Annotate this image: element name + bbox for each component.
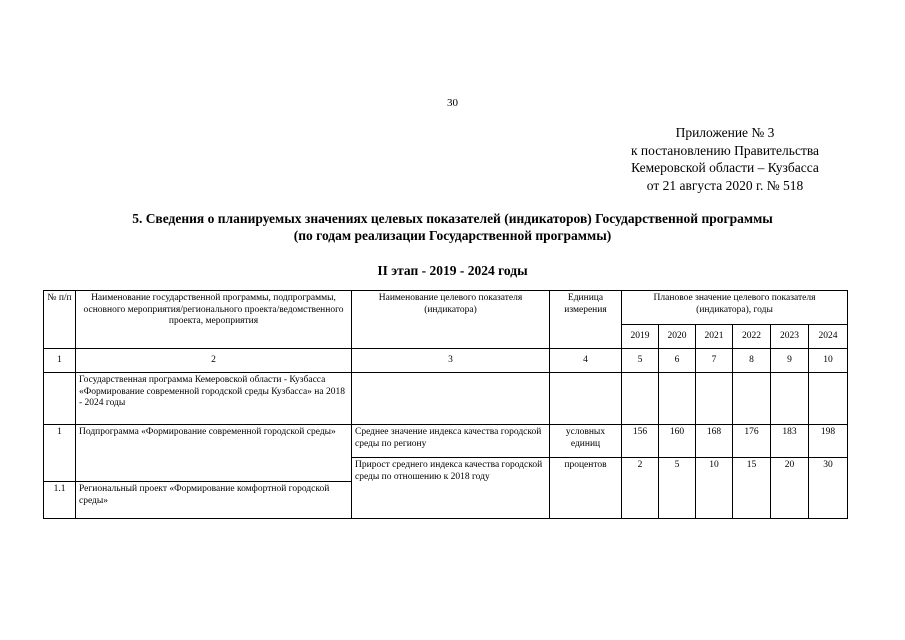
indicator-value: 2 — [622, 458, 659, 519]
indicator-value: 20 — [771, 458, 809, 519]
row-num: 1 — [44, 425, 76, 482]
appendix-line-1: Приложение № 3 — [675, 125, 775, 140]
indicator-value: 5 — [659, 458, 696, 519]
appendix-line-3: Кемеровской области – Кузбасса — [631, 160, 819, 175]
indicator-value: 10 — [696, 458, 733, 519]
column-number: 4 — [550, 349, 622, 373]
indicator-unit: процентов — [550, 458, 622, 519]
indicator-value: 160 — [659, 425, 696, 458]
column-number: 6 — [659, 349, 696, 373]
appendix-block — [560, 124, 890, 194]
column-number: 8 — [733, 349, 771, 373]
indicator-value: 198 — [809, 425, 848, 458]
indicator-value: 15 — [733, 458, 771, 519]
header-year: 2020 — [659, 325, 696, 349]
document-title — [0, 210, 905, 244]
indicator-value: 168 — [696, 425, 733, 458]
column-number: 9 — [771, 349, 809, 373]
header-indicator-name: Наименование целевого показателя (индикатора) — [352, 291, 550, 349]
header-year: 2019 — [622, 325, 659, 349]
title-line-2: (по годам реализации Государственной программы) — [293, 228, 612, 243]
title-line-1: 5. Сведения о планируемых значениях целевых показателей (индикаторов) Государственной программы — [132, 211, 773, 226]
header-planned-values: Плановое значение целевого показателя (индикатора), годы — [622, 291, 848, 325]
page-number: 30 — [447, 97, 458, 109]
row-num: 1.1 — [44, 482, 76, 519]
header-year: 2022 — [733, 325, 771, 349]
table-row-subprogram — [44, 425, 848, 458]
column-number: 7 — [696, 349, 733, 373]
row-num — [44, 373, 76, 425]
appendix-line-4: от 21 августа 2020 г. № 518 — [646, 177, 804, 193]
header-num: № п/п — [44, 291, 76, 349]
indicators-table — [43, 290, 848, 519]
column-number: 2 — [76, 349, 352, 373]
table-row-program — [44, 373, 848, 425]
column-number: 1 — [44, 349, 76, 373]
program-name: Государственная программа Кемеровской области - Кузбасса «Формирование современной городской среды Кузбасса» на 2018 - 2024 годы — [76, 373, 352, 425]
stage-heading: II этап - 2019 - 2024 годы — [377, 263, 528, 278]
column-number-row — [44, 349, 848, 373]
indicator-name: Прирост среднего индекса качества городской среды по отношению к 2018 году — [352, 458, 550, 519]
appendix-line-2: к постановлению Правительства — [630, 142, 820, 158]
indicator-unit: условных единиц — [550, 425, 622, 458]
column-number: 5 — [622, 349, 659, 373]
header-unit: Единица измерения — [550, 291, 622, 349]
indicator-value: 156 — [622, 425, 659, 458]
subprogram-name: Подпрограмма «Формирование современной городской среды» — [76, 425, 352, 482]
column-number: 10 — [809, 349, 848, 373]
indicator-value: 30 — [809, 458, 848, 519]
header-year: 2023 — [771, 325, 809, 349]
header-year: 2024 — [809, 325, 848, 349]
regional-project-name: Региональный проект «Формирование комфортной городской среды» — [76, 482, 352, 519]
header-year: 2021 — [696, 325, 733, 349]
indicator-name: Среднее значение индекса качества городской среды по региону — [352, 425, 550, 458]
column-number: 3 — [352, 349, 550, 373]
indicator-value: 183 — [771, 425, 809, 458]
header-program-name: Наименование государственной программы, подпрограммы, основного мероприятия/регионального проекта/ведомственного проекта, мероприятия — [76, 291, 352, 349]
indicator-value: 176 — [733, 425, 771, 458]
